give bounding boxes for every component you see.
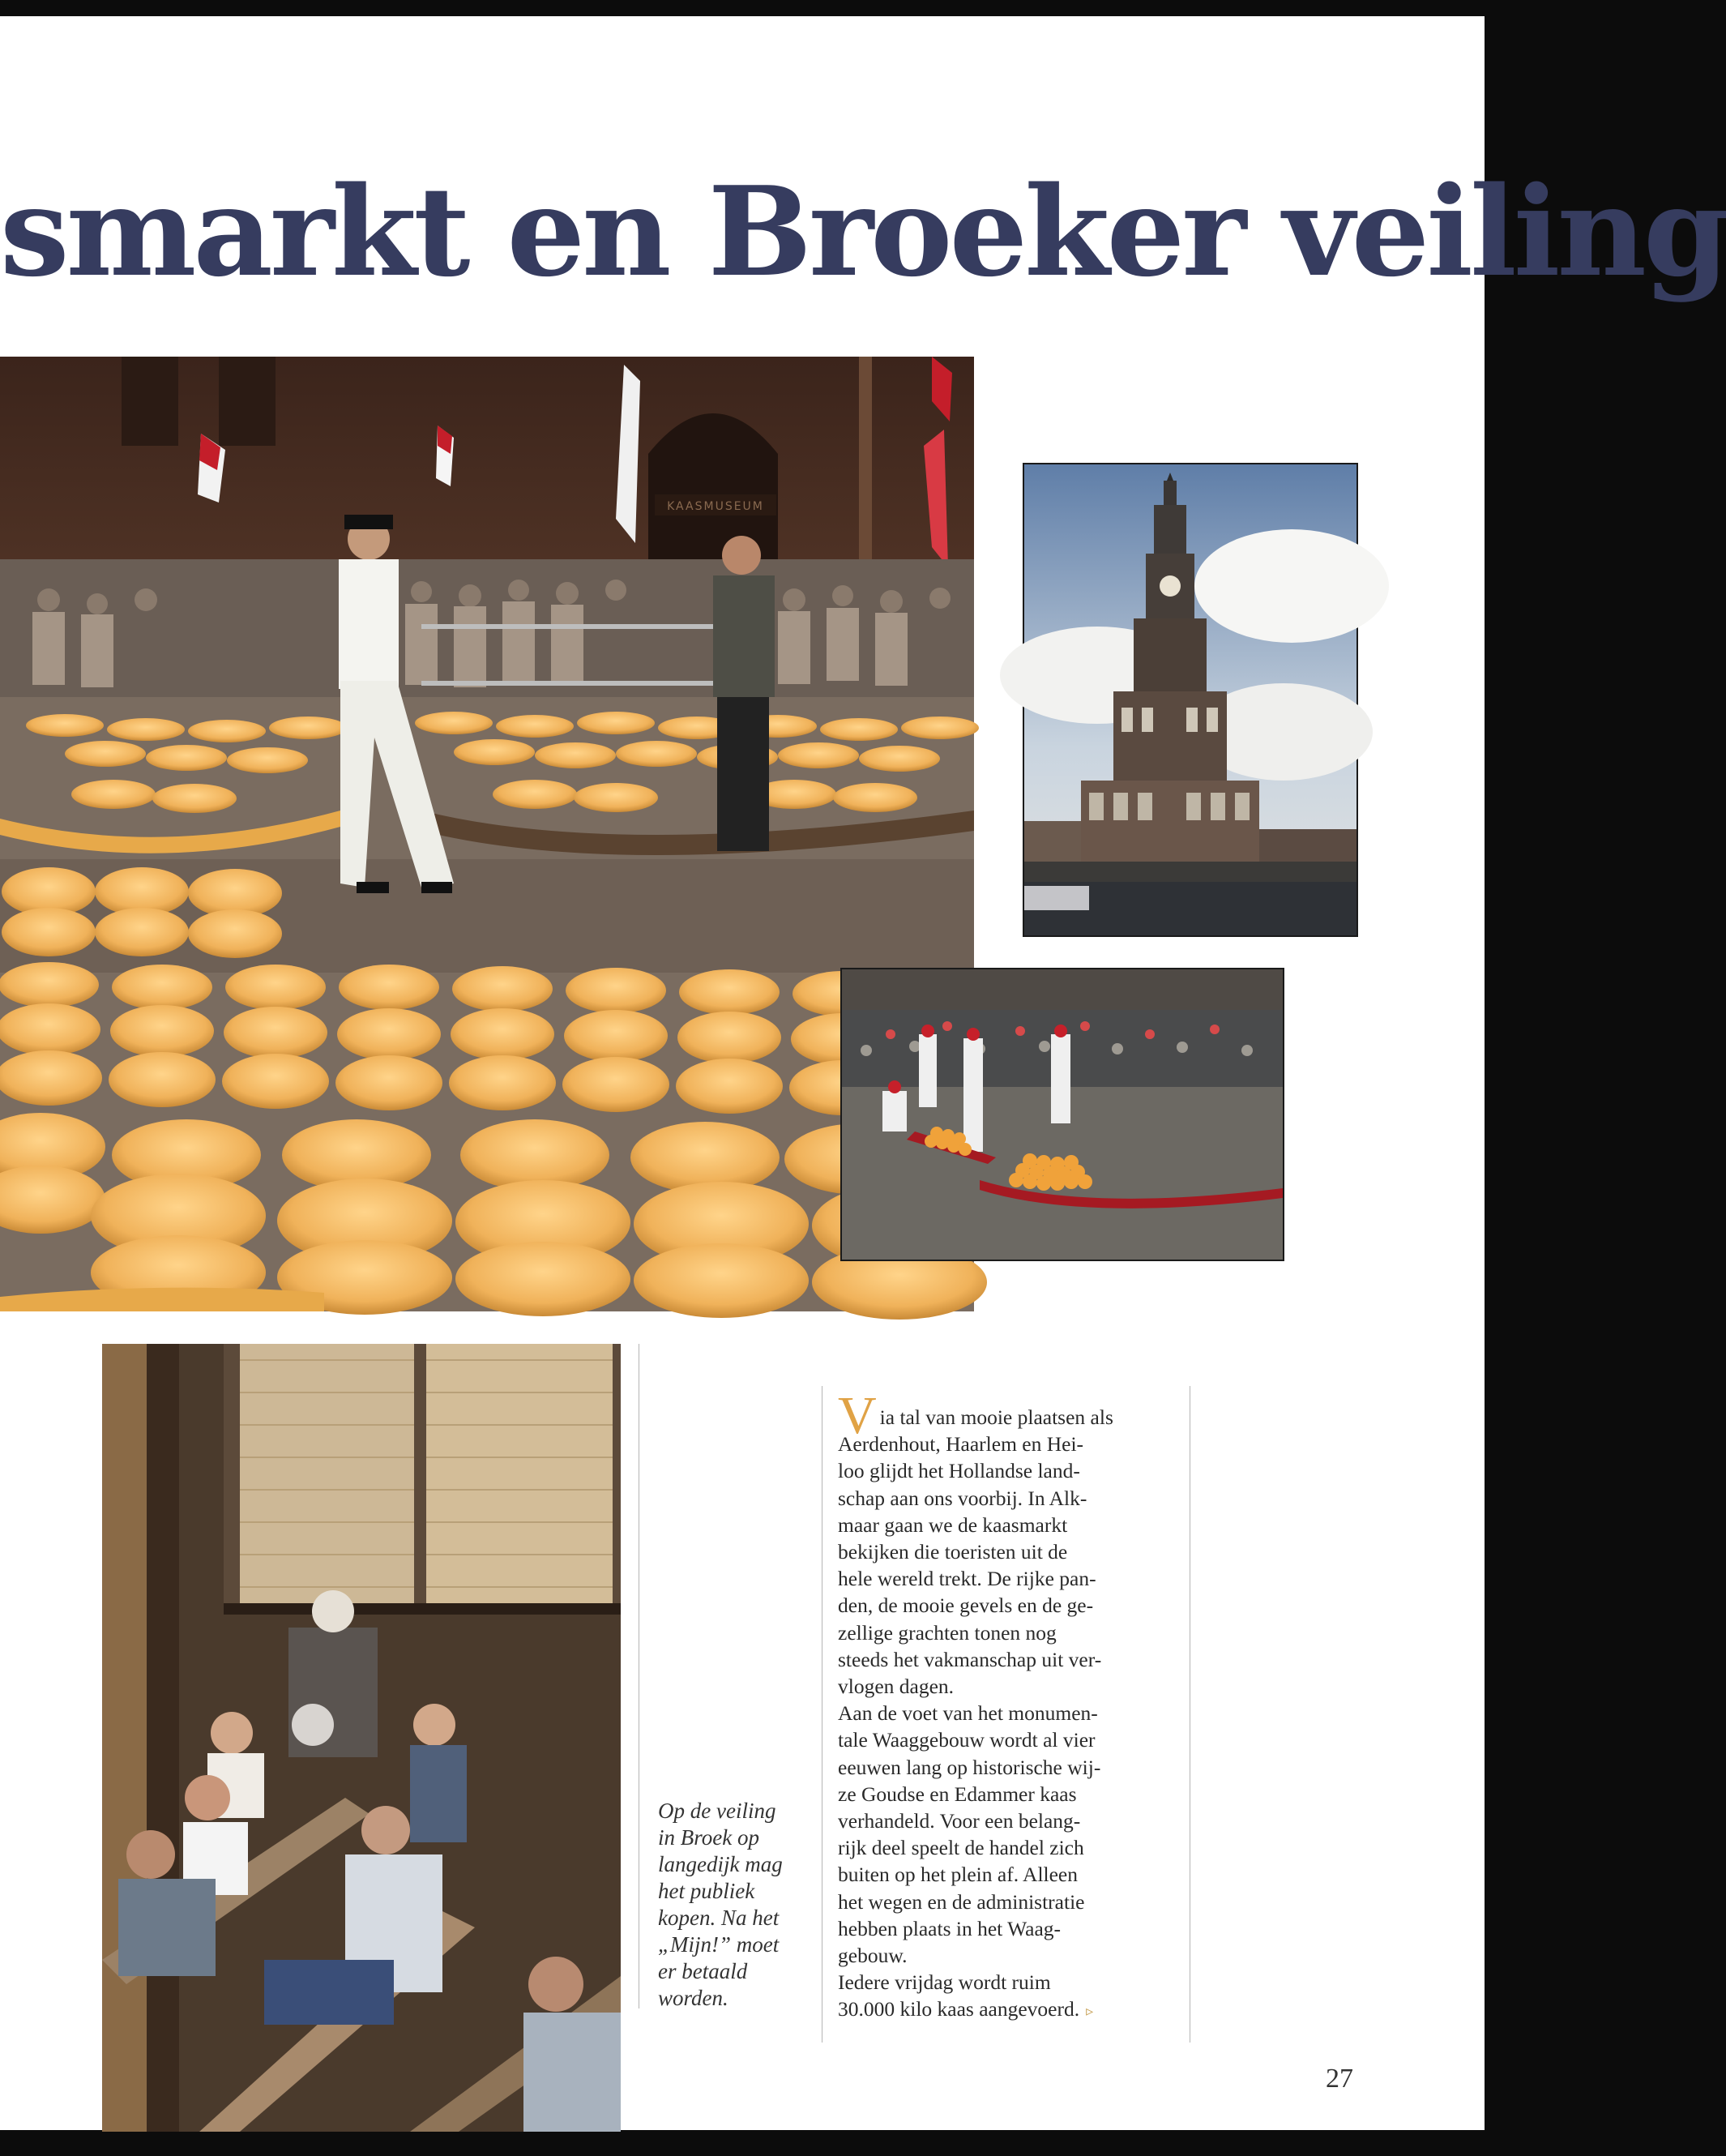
- body-line: 30.000 kilo kaas aangevoerd.: [838, 1997, 1080, 2021]
- drop-cap: V: [838, 1386, 877, 1445]
- body-line: steeds het vakmanschap uit ver-: [838, 1647, 1102, 1671]
- caption-line: worden.: [658, 1986, 728, 2010]
- caption-line: „Mijn!” moet: [658, 1932, 780, 1957]
- body-line: schap aan ons voorbij. In Alk-: [838, 1486, 1087, 1510]
- body-line: tale Waaggebouw wordt al vier: [838, 1728, 1096, 1752]
- body-line: ia tal van mooie plaatsen als: [879, 1405, 1113, 1429]
- photo-caption: [658, 1798, 817, 2012]
- body-line: hebben plaats in het Waag-: [838, 1916, 1062, 1940]
- body-line: zellige grachten tonen nog: [838, 1620, 1057, 1645]
- page-number: 27: [1326, 2064, 1353, 2094]
- body-line: Aerdenhout, Haarlem en Hei-: [838, 1432, 1084, 1457]
- body-line: hele wereld trekt. De rijke pan-: [838, 1567, 1096, 1591]
- caption-line: kopen. Na het: [658, 1906, 780, 1930]
- body-line: loo glijdt het Hollandse land-: [838, 1459, 1080, 1483]
- body-line: buiten op het plein af. Alleen: [838, 1863, 1079, 1887]
- body-line: het wegen en de administratie: [838, 1889, 1085, 1914]
- body-line: eeuwen lang op historische wij-: [838, 1755, 1101, 1779]
- body-line: rijk deel speelt de handel zich: [838, 1836, 1084, 1860]
- caption-line: langedijk mag: [658, 1852, 783, 1876]
- article-body: [838, 1386, 1186, 2026]
- waag-tower-photo: [1023, 463, 1358, 937]
- caption-line: Op de veiling: [658, 1799, 776, 1823]
- magazine-page: [0, 16, 1726, 2130]
- body-line: Aan de voet van het monumen-: [838, 1701, 1098, 1726]
- body-line: gebouw.: [838, 1944, 908, 1968]
- body-line: den, de mooie gevels en de ge-: [838, 1593, 1094, 1618]
- body-line: verhandeld. Voor een belang-: [838, 1809, 1081, 1833]
- headline: smarkt en Broeker veiling: [0, 159, 1726, 304]
- cheese-market-photo: [0, 357, 974, 1311]
- cheese-carriers-photo: [840, 968, 1284, 1261]
- body-line: Iedere vrijdag wordt ruim: [838, 1970, 1051, 1995]
- body-line: vlogen dagen.: [838, 1675, 955, 1699]
- body-line: bekijken die toeristen uit de: [838, 1540, 1068, 1564]
- building-sign: KAASMUSEUM: [667, 500, 764, 513]
- continue-arrow-icon: ▹: [1086, 2003, 1094, 2020]
- body-line: ze Goudse en Edammer kaas: [838, 1782, 1077, 1806]
- body-line: maar gaan we de kaasmarkt: [838, 1512, 1068, 1537]
- caption-line: het publiek: [658, 1879, 755, 1903]
- caption-line: er betaald: [658, 1959, 748, 1983]
- caption-line: in Broek op: [658, 1825, 759, 1850]
- broek-auction-photo: [102, 1344, 621, 2132]
